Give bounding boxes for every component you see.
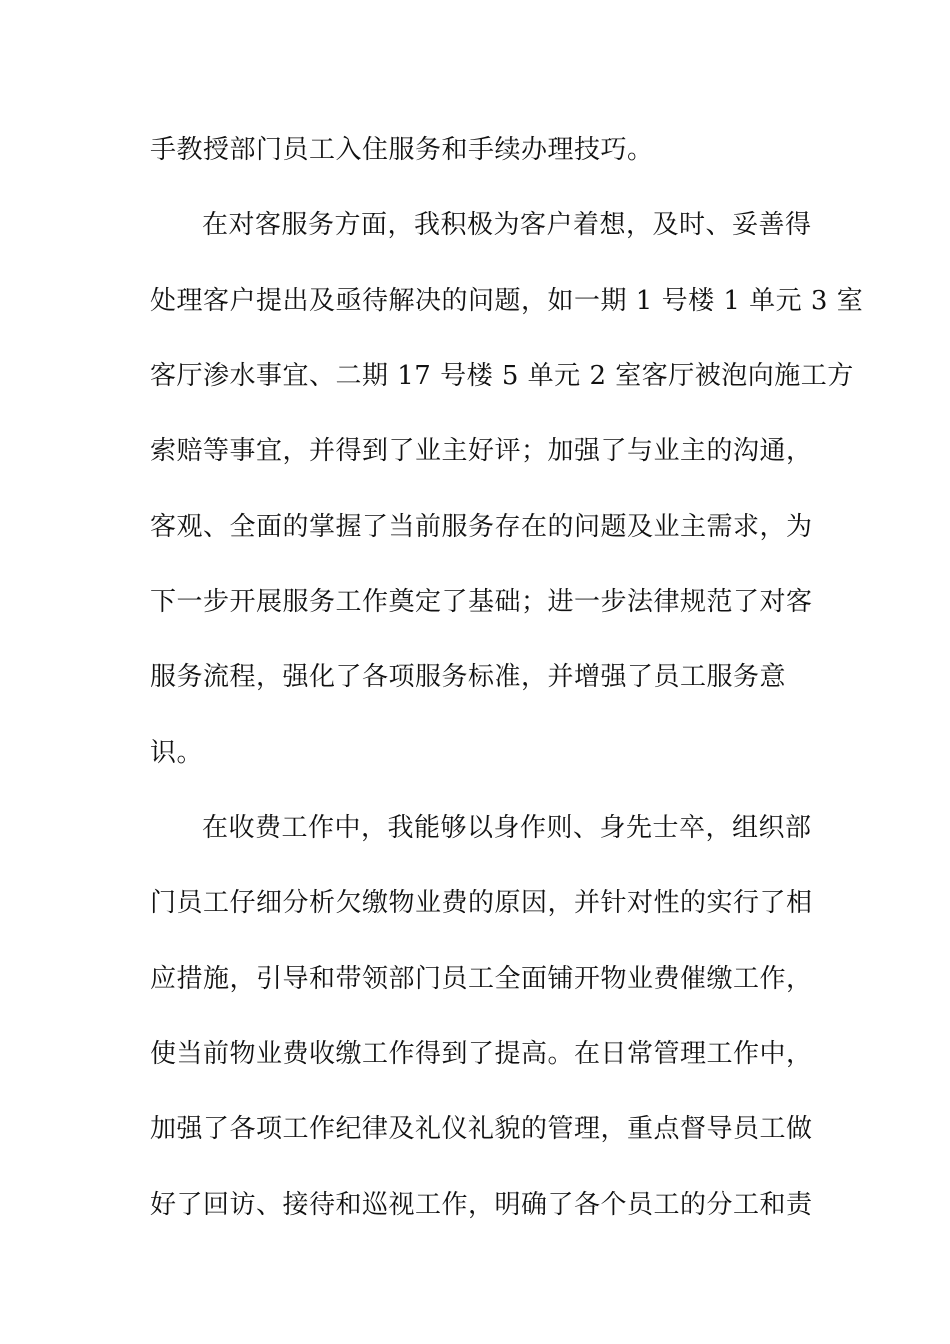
text-line: 处理客户提出及亟待解决的问题，如一期 1 号楼 1 单元 3 室 (150, 286, 864, 316)
text-line: 门员工仔细分析欠缴物业费的原因，并针对性的实行了相 (150, 888, 813, 918)
text-line: 识。 (150, 738, 204, 768)
text-line: 服务流程，强化了各项服务标准，并增强了员工服务意 (150, 662, 787, 692)
text-line: 下一步开展服务工作奠定了基础；进一步法律规范了对客 (150, 587, 813, 617)
text-line: 应措施，引导和带领部门员工全面铺开物业费催缴工作， (150, 964, 813, 994)
text-line: 客观、全面的掌握了当前服务存在的问题及业主需求，为 (150, 512, 813, 542)
text-line: 加强了各项工作纪律及礼仪礼貌的管理，重点督导员工做 (150, 1114, 813, 1144)
paragraph-start-line: 在对客服务方面，我积极为客户着想，及时、妥善得 (202, 210, 812, 240)
text-line: 索赔等事宜，并得到了业主好评；加强了与业主的沟通， (150, 436, 813, 466)
text-line: 客厅渗水事宜、二期 17 号楼 5 单元 2 室客厅被泡向施工方 (150, 361, 854, 391)
paragraph-start-line: 在收费工作中，我能够以身作则、身先士卒，组织部 (202, 813, 812, 843)
text-line: 好了回访、接待和巡视工作，明确了各个员工的分工和责 (150, 1190, 813, 1220)
text-line: 手教授部门员工入住服务和手续办理技巧。 (150, 135, 654, 165)
text-line: 使当前物业费收缴工作得到了提高。在日常管理工作中， (150, 1039, 813, 1069)
